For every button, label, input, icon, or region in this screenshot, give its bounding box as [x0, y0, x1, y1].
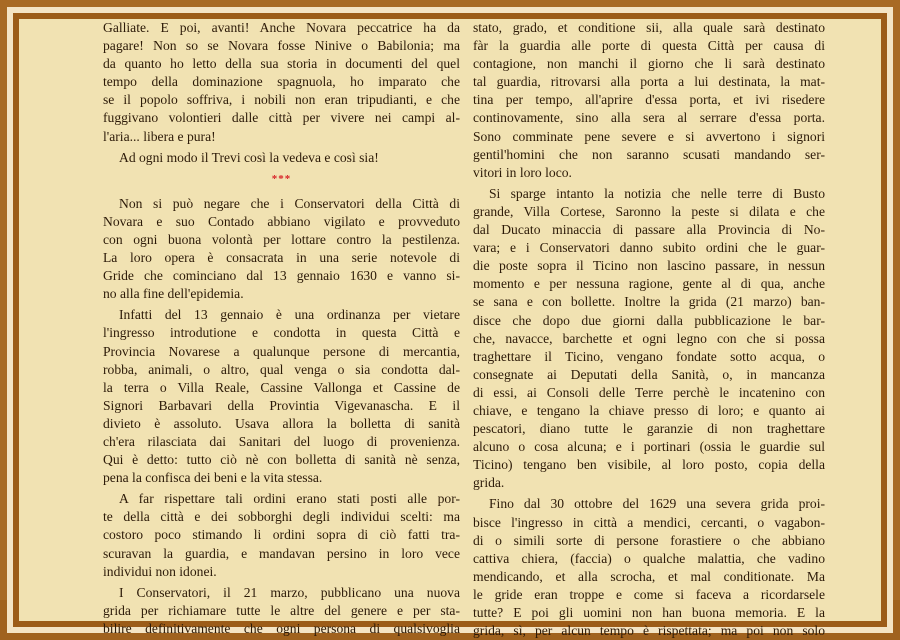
text-line: Galliate. E poi, avanti! Anche Novara peccatrice ha da — [103, 20, 460, 35]
text-line: traghettare il Ticino, vengano fondate sotto acqua, o — [473, 348, 825, 364]
text-line: da quanto ho letto della sua storia in documenti del quel — [103, 56, 460, 72]
text-line: vitori in loro loco. — [473, 164, 572, 180]
text-line: pena la confisca dei beni e la vita stessa. — [103, 470, 323, 486]
section-separator-stars: *** — [271, 172, 292, 185]
text-line: l'aria... libera e pura! — [103, 128, 216, 144]
text-line: con ogni buona volontà per lottare contro la pestilenza. — [103, 231, 460, 247]
text-line: tutte? E poi gli uomini non han buona memoria. E la — [473, 605, 825, 620]
text-line: Infatti del 13 gennaio è una ordinanza per vietare — [119, 307, 460, 323]
text-line: cattiva chiera, (faccia) o qualche malattia, che vadino — [473, 550, 825, 566]
text-line: l'ingresso introdutione e condotta in questa Città e — [103, 325, 460, 341]
text-line: mendicando, et alla scrocha, et mal conditionate. Ma — [473, 568, 825, 584]
text-line: costoro poco stimando li ordini sopra di ciò fatti tra- — [103, 527, 460, 543]
text-line: disce che dopo due giorni dalla pubblicazione le bar- — [473, 312, 825, 328]
text-line: La loro opera è consacrata in una serie notevole di — [103, 250, 460, 266]
text-line: te della città e dei sobborghi degli individui scelti: ma — [103, 509, 460, 525]
text-line: contagione, non manchi il giorno che li sarà destinato — [473, 56, 825, 72]
text-line: tempo della dominazione spagnuola, ho imparato che — [103, 74, 460, 90]
text-line: Signori Barbavari della Provintia Vigevanascha. E il — [103, 397, 460, 413]
text-line: consegnate ai Deputati della Sanità, o, in mancanza — [473, 366, 825, 382]
text-line: tina per tempo, all'aprire d'essa porta, et ivi risedere — [473, 92, 825, 108]
text-line: Gride che cominciano dal 13 gennaio 1630 e vanno si- — [103, 268, 460, 284]
text-line: continovamente, sino alla sera al serrare d'essa porta. — [473, 110, 825, 126]
text-line: se sana e con bollette. Inoltre la grida (21 marzo) ban- — [473, 294, 825, 310]
text-line: die poste sopra il Ticino non lascino passare, in nessun — [473, 258, 825, 274]
text-line: A far rispettare tali ordini erano stati posti alle por- — [119, 491, 460, 507]
text-line: pescatori, diano tutte le garanzie di non traghettare — [473, 421, 825, 437]
text-line: individui non idonei. — [103, 563, 217, 579]
document-page — [19, 19, 881, 639]
text-line: robba, animali, o altro, qual venga o sia condotta dal- — [103, 361, 460, 377]
text-line: Non si può negare che i Conservatori della Città di — [119, 195, 460, 211]
text-line: vara; e i Conservatori danno subito ordini che le guar- — [473, 240, 825, 256]
text-line: la terra o Villa Reale, Cassine Vallonga et Cassine de — [103, 379, 460, 395]
text-line: ch'era rilasciata dai Sanitari del luogo di provenienza. — [103, 433, 460, 449]
text-line: le gride eran troppe e come si faceva a ricordarsele — [473, 586, 825, 602]
text-line: alcuno o cosa alcuna; e i portinari (ossia le guardie sul — [473, 439, 825, 455]
text-line: momento e per nessuna ragione, gente al di qua, anche — [473, 276, 825, 292]
text-line: grida, sì, per alcun tempo è rispettata; ma poi non solo — [473, 623, 825, 639]
text-line: stato, grado, et conditione sii, alla quale sarà destinato — [473, 20, 825, 35]
text-line: scuravan la guardia, e mandavan persino in loro vece — [103, 545, 460, 561]
text-line: dal Ducato minaccia di passare alla Provincia di No- — [473, 222, 825, 238]
text-line: che, navacce, barchette et ogni legno con che si possa — [473, 330, 825, 346]
text-line: Provincia Novarese a qualunque persone di mercantia, — [103, 343, 460, 359]
text-line: se il popolo soffriva, i nobili non eran tripudianti, e che — [103, 92, 460, 108]
text-line: pagare! Non so se Novara fosse Ninive o Babilonia; ma — [103, 38, 460, 54]
text-line: grida. — [473, 475, 505, 491]
text-line: gentil'homini che non saranno scusati mandando ser- — [473, 146, 825, 162]
text-line: tal guardia, ritrovarsi alla porta a lui destinata, la mat- — [473, 74, 825, 90]
text-line: bisce l'ingresso in città a mendici, cercanti, o vagabon- — [473, 514, 825, 530]
text-line: I Conservatori, il 21 marzo, pubblicano una nuova — [119, 584, 460, 600]
text-line: di o simili sorte di persone forastiere o che abbiano — [473, 532, 825, 548]
right-text-column — [473, 19, 825, 640]
text-line: Qui è detto: tutto ciò nè con bolletta di sanità nè senza, — [103, 452, 460, 468]
left-text-column — [103, 19, 460, 638]
text-line: no alla fine dell'epidemia. — [103, 286, 244, 302]
text-line: fuggivano volontieri dalle città per vivere nei campi al- — [103, 110, 460, 126]
text-line: grande, Villa Cortese, Saronno la peste si dilata e che — [473, 203, 825, 219]
text-line: bilire definitivamente che ogni persona di qualsivoglia — [103, 620, 460, 636]
text-line: chiave, e tengano la chiave presso di loro; e quanto ai — [473, 402, 825, 418]
text-line: Ticino) tengano ben visibile, al loro posto, copia della — [473, 457, 825, 473]
text-line: Ad ogni modo il Trevi così la vedeva e così sia! — [119, 149, 379, 165]
text-line: fàr la guardia alle porte di questa Città per causa di — [473, 38, 825, 54]
text-line: Sono comminate pene severe e si avvertono i signori — [473, 128, 825, 144]
text-line: Si sparge intanto la notizia che nelle terre di Busto — [489, 185, 825, 201]
text-line: grida per richiamare tutte le altre del genere e per sta- — [103, 602, 460, 618]
text-line: divieto è assoluto. Usava allora la bolletta di sanità — [103, 415, 460, 431]
text-line: Fino dal 30 ottobre del 1629 una severa grida proi- — [489, 496, 825, 512]
text-line: Novara e suo Contado abbiano vigilato e provveduto — [103, 213, 460, 229]
text-line: di essi, ai Consoli delle Terre perchè le incatenino con — [473, 384, 825, 400]
